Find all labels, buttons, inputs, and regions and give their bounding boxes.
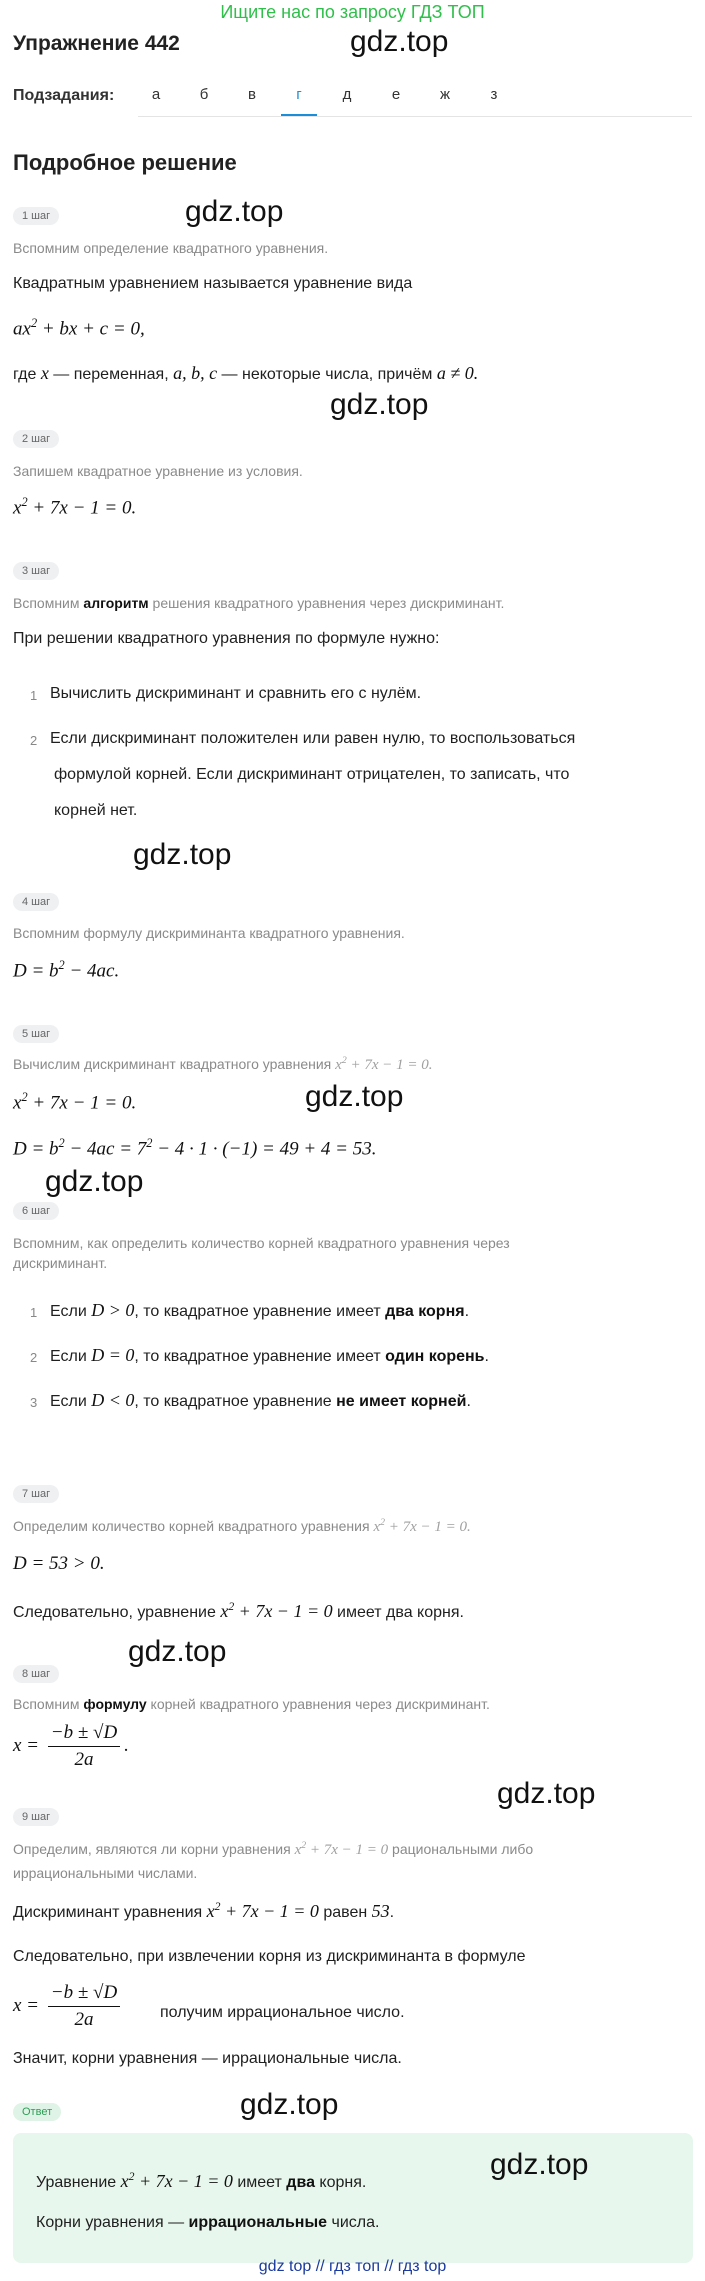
section-title: Подробное решение: [13, 150, 237, 175]
step-badge: 8 шаг: [13, 1665, 59, 1683]
tab-a[interactable]: а: [151, 86, 161, 103]
step-hint: дискриминант.: [13, 1255, 108, 1271]
step-badge: 5 шаг: [13, 1025, 59, 1043]
step-hint: Вспомним алгоритм решения квадратного уравнения через дискриминант.: [13, 595, 505, 611]
step-badge: 9 шаг: [13, 1808, 59, 1826]
tab-zh[interactable]: ж: [439, 86, 451, 103]
list-item: Вычислить дискриминант и сравнить его с нулём.: [50, 685, 422, 702]
step-text: Следовательно, при извлечении корня из дискриминанта в формуле: [13, 1948, 526, 1965]
tab-d[interactable]: д: [342, 86, 352, 103]
step-badge: 4 шаг: [13, 893, 59, 911]
watermark: gdz.top: [133, 838, 232, 871]
step-badge: 1 шаг: [13, 207, 59, 225]
step-hint: Вычислим дискриминант квадратного уравнения $x^2 + 7x - 1 = 0$.: [13, 1055, 433, 1073]
step-badge: 6 шаг: [13, 1202, 59, 1220]
step-text: Дискриминант уравнения $x^2 + 7x - 1 = 0$ равен 53.: [13, 1900, 395, 1921]
watermark: gdz.top: [305, 1080, 404, 1113]
list-item: Если D = 0, то квадратное уравнение имеет один корень.: [50, 1345, 489, 1365]
step-text: получим иррациональное число.: [160, 2004, 405, 2021]
answer-line: Уравнение $x^2 + 7x - 1 = 0$ имеет два корня.: [36, 2170, 367, 2191]
list-item: формулой корней. Если дискриминант отрицателен, то записать, что: [54, 766, 570, 783]
formula-discriminant-calc: $D = b^2 - 4ac = 7^2 - 4 \cdot 1 \cdot (-1) = 49 + 4 = 53$.: [13, 1136, 377, 1160]
step-text: Квадратным уравнением называется уравнение вида: [13, 275, 413, 292]
list-item: Если дискриминант положителен или равен нулю, то воспользоваться: [50, 730, 576, 747]
step-badge: 2 шаг: [13, 430, 59, 448]
step-hint: Запишем квадратное уравнение из условия.: [13, 463, 303, 479]
tab-v[interactable]: в: [248, 86, 256, 103]
watermark: gdz.top: [185, 195, 284, 228]
watermark: gdz.top: [240, 2088, 339, 2121]
step-hint: Определим, являются ли корни уравнения $x^2 + 7x - 1 = 0$ рациональными либо: [13, 1840, 534, 1858]
watermark: gdz.top: [128, 1635, 227, 1668]
list-number: 3: [30, 1395, 38, 1410]
formula-general: $ax^2$ + bx + c = 0,: [13, 316, 145, 340]
watermark: gdz.top: [490, 2148, 589, 2181]
step-text: При решении квадратного уравнения по формуле нужно:: [13, 630, 440, 647]
formula-equation: $x^2 + 7x - 1 = 0$.: [13, 1090, 137, 1114]
subtasks-label: Подзадания:: [13, 87, 115, 104]
tab-z[interactable]: з: [490, 86, 498, 103]
formula-roots: x = $\frac{-b \pm √D}{2a}$ .: [13, 1722, 129, 1770]
watermark: gdz.top: [350, 25, 449, 58]
tab-b[interactable]: б: [199, 86, 209, 103]
footer-links[interactable]: gdz top // гдз топ // гдз top: [258, 2258, 447, 2275]
list-item: корней нет.: [54, 802, 138, 819]
step-hint: Вспомним формулу дискриминанта квадратного уравнения.: [13, 925, 405, 941]
subtask-tabs: [138, 84, 692, 117]
answer-badge: Ответ: [13, 2103, 61, 2121]
list-number: 2: [30, 1350, 38, 1365]
list-item: Если D > 0, то квадратное уравнение имеет два корня.: [50, 1300, 470, 1320]
formula-roots: x = $\frac{-b \pm √D}{2a}$: [13, 1982, 124, 2031]
tab-g[interactable]: г: [281, 86, 317, 116]
step-text: где x — переменная, a, b, c — некоторые числа, причём a ≠ 0.: [13, 363, 479, 383]
step-hint: Вспомним определение квадратного уравнения.: [13, 240, 329, 256]
watermark: gdz.top: [45, 1165, 144, 1198]
tab-e[interactable]: е: [391, 86, 401, 103]
watermark: gdz.top: [330, 388, 429, 421]
step-hint: иррациональными числами.: [13, 1865, 198, 1881]
watermark: gdz.top: [497, 1777, 596, 1810]
formula-equation: $x^2 + 7x - 1 = 0$.: [13, 495, 137, 519]
list-number: 1: [30, 688, 38, 703]
formula-discriminant: $D = b^2 - 4ac$.: [13, 958, 120, 982]
list-number: 1: [30, 1305, 38, 1320]
step-hint: Определим количество корней квадратного уравнения $x^2 + 7x - 1 = 0$.: [13, 1517, 471, 1535]
step-text: Следовательно, уравнение $x^2 + 7x - 1 = 0$ имеет два корня.: [13, 1600, 464, 1621]
step-badge: 7 шаг: [13, 1485, 59, 1503]
answer-box: [13, 2133, 693, 2263]
page-title: Упражнение 442: [13, 32, 180, 55]
step-hint: Вспомним формулу корней квадратного уравнения через дискриминант.: [13, 1696, 490, 1712]
answer-line: Корни уравнения — иррациональные числа.: [36, 2214, 380, 2231]
list-number: 2: [30, 733, 38, 748]
step-hint: Вспомним, как определить количество корней квадратного уравнения через: [13, 1235, 510, 1251]
formula-d-positive: D = 53 > 0.: [13, 1553, 105, 1574]
search-banner: Ищите нас по запросу ГДЗ ТОП: [220, 2, 485, 22]
step-text: Значит, корни уравнения — иррациональные числа.: [13, 2050, 402, 2067]
step-badge: 3 шаг: [13, 562, 59, 580]
list-item: Если D < 0, то квадратное уравнение не имеет корней.: [50, 1390, 471, 1410]
